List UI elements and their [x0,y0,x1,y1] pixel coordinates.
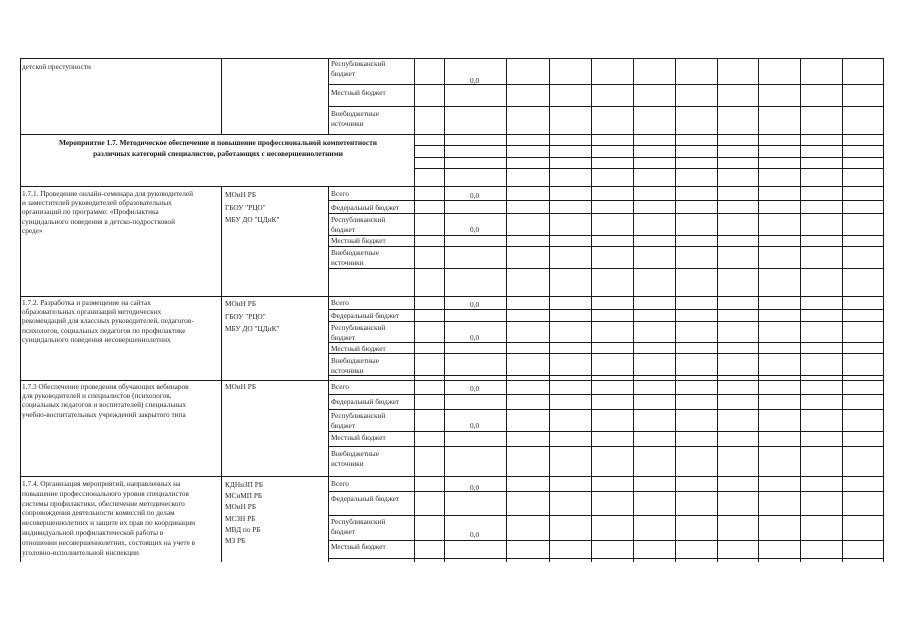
finance-source-label: Республиканский бюджет [331,59,386,78]
top-row-name: детской преступности [22,62,91,71]
amount-value: 0,0 [470,384,480,393]
finance-column-rule [328,58,329,134]
finance-source-label: Внебюджетные источники [331,109,379,128]
block-rule [20,58,884,59]
row-4-executors: КДНиЗП РБ МСиМП РБ МОиН РБ МСЗН РБ МВД по РБ МЗ РБ [225,480,264,546]
finance-source-label: Федеральный бюджет [331,311,400,320]
data-column-rule [800,58,801,562]
row-4-name: 1.7.4. Организация мероприятий, направленных на повышение профессионального уровня специалистов системы профилактики, обеспечение методического сопровождения деятельности комиссий по делам несовершеннолетних и защите их прав по координации индивидуальной профилактической работы в отношении несовершеннолетних, состоящих на учете в уголовно-исполнительной инспекции [22,479,196,557]
data-column-rule [675,58,676,562]
finance-source-label: Внебюджетные источники [331,449,379,468]
row-1-executors: МОиН РБ ГБОУ "РЦО" МБУ ДО "ЦДиК" [225,190,280,224]
finance-source-label: Республиканский бюджет [331,323,386,342]
amount-value: 0,0 [470,530,480,539]
data-column-rule [591,58,592,562]
finance-source-label: Местный бюджет [331,236,386,245]
amount-value: 0,0 [470,483,480,492]
finance-source-label: Всего [331,382,349,391]
finance-source-label: Республиканский бюджет [331,411,386,430]
amount-value: 0,0 [470,76,480,85]
data-column-rule [549,58,550,562]
finance-source-label: Внебюджетные источники [331,248,379,267]
block-rule [20,476,884,477]
finance-source-label: Федеральный бюджет [331,494,400,503]
data-column-rule [842,58,843,562]
amount-value: 0,0 [470,225,480,234]
block-rule [20,134,884,135]
finance-source-label: Республиканский бюджет [331,517,386,536]
data-column-rule [717,58,718,562]
row-1-name: 1.7.1. Проведение онлайн-семинара для руководителей и заместителей руководителей образовательных организаций по программе: «Профилактика суицидального поведения в детско-подростковой среде» [22,189,194,235]
row-2-executors: МОиН РБ ГБОУ "РЦО" МБУ ДО "ЦДиК" [225,299,280,333]
data-column-rule [758,58,759,562]
page-margin [0,562,905,640]
table-left-border [20,58,21,562]
finance-source-label: Местный бюджет [331,344,386,353]
section-rule [414,145,884,146]
amount-value: 0,0 [470,333,480,342]
finance-source-label: Местный бюджет [331,433,386,442]
block-rule [20,186,884,187]
amount-value: 0,0 [470,421,480,430]
finance-source-label: Местный бюджет [331,542,386,551]
amount-value: 0,0 [470,191,480,200]
finance-source-label: Федеральный бюджет [331,203,400,212]
data-column-rule [506,58,507,562]
finance-source-label: Всего [331,479,349,488]
finance-source-label: Всего [331,189,349,198]
amount-value: 0,0 [470,300,480,309]
finance-column-rule [328,186,329,562]
section-rule [414,157,884,158]
finance-source-label: Местный бюджет [331,88,386,97]
row-3-executors: МОиН РБ [225,382,257,391]
finance-source-label: Федеральный бюджет [331,397,400,406]
section-header: Мероприятие 1.7. Методическое обеспечение и повышение профессиональной компетентности различных категорий специалистов, работающих с несовершеннолетними [58,138,378,158]
data-column-rule [633,58,634,562]
block-rule [20,380,884,381]
data-column-rule [883,58,884,562]
finance-source-label: Республиканский бюджет [331,215,386,234]
data-column-rule [444,58,445,562]
row-2-name: 1.7.2. Разработка и размещение на сайтах образовательных организаций методических рекомендаций для классных руководителей, педагогов- психологов, социальных педагогов по профилактике суицидального поведения несовершеннолетних [22,298,194,344]
section-rule [414,168,884,169]
block-rule [20,296,884,297]
finance-source-label: Всего [331,298,349,307]
row-3-name: 1.7.3 Обеспечение проведения обучающих вебинаров для руководителей и специалистов (психологов, социальных педагогов и воспитателей) специальных учебно-воспитательных учреждений закрытого типа [22,382,189,419]
finance-source-label: Внебюджетные источники [331,356,379,375]
executor-column-rule [221,58,222,134]
